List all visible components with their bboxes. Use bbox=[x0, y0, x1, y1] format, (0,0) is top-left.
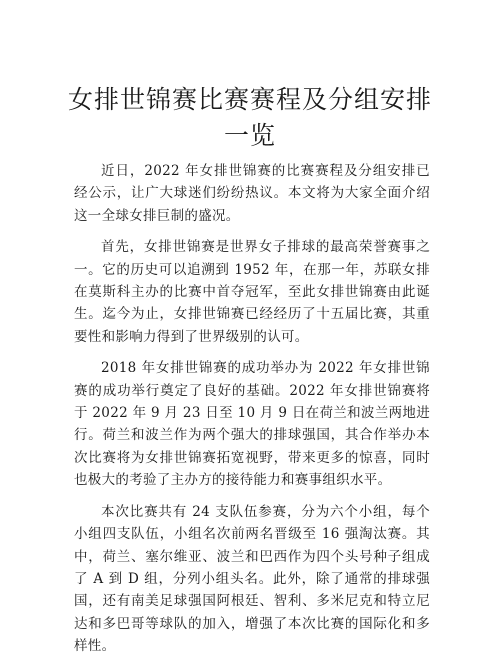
paragraph-intro: 近日，2022 年女排世锦赛的比赛赛程及分组安排已经公示，让广大球迷们纷纷热议。本文将为大家全面介绍这一全球女排巨制的盛况。 bbox=[74, 163, 430, 224]
paragraph-groups: 本次比赛共有 24 支队伍参赛，分为六个小组，每个小组四支队伍，小组名次前两名晋级至 16 强淘汰赛。其中，荷兰、塞尔维亚、波兰和巴西作为四个头号种子组成了 A 到 D 组，分列小组头名。此外，除了通常的排球强国，还有南美足球强国阿根廷、智利、多米尼克和特立尼达和多巴哥等球队的加入，增强了本次比赛的国际化和多样性。 bbox=[74, 503, 430, 655]
document-title: 女排世锦赛比赛赛程及分组安排一览 bbox=[67, 85, 432, 150]
paragraph-schedule: 2018 年女排世锦赛的成功举办为 2022 年女排世锦赛的成功举行奠定了良好的基础。2022 年女排世锦赛将于 2022 年 9 月 23 日至 10 月 9 日在荷兰和波兰两地进行。荷兰和波兰作为两个强大的排球强国，其合作举办本次比赛将为女排世锦赛拓宽视野，带来更多的惊喜，同时也极大的考验了主办方的接待能力和赛事组织水平。 bbox=[74, 360, 430, 489]
paragraph-history: 首先，女排世锦赛是世界女子排球的最高荣誉赛事之一。它的历史可以追溯到 1952 年，在那一年，苏联女排在莫斯科主办的比赛中首夺冠军，至此女排世锦赛由此诞生。迄今为止，女排世锦赛已经经历了十五届比赛，其重要性和影响力得到了世界级别的认可。 bbox=[74, 239, 430, 345]
document-body bbox=[74, 160, 430, 667]
